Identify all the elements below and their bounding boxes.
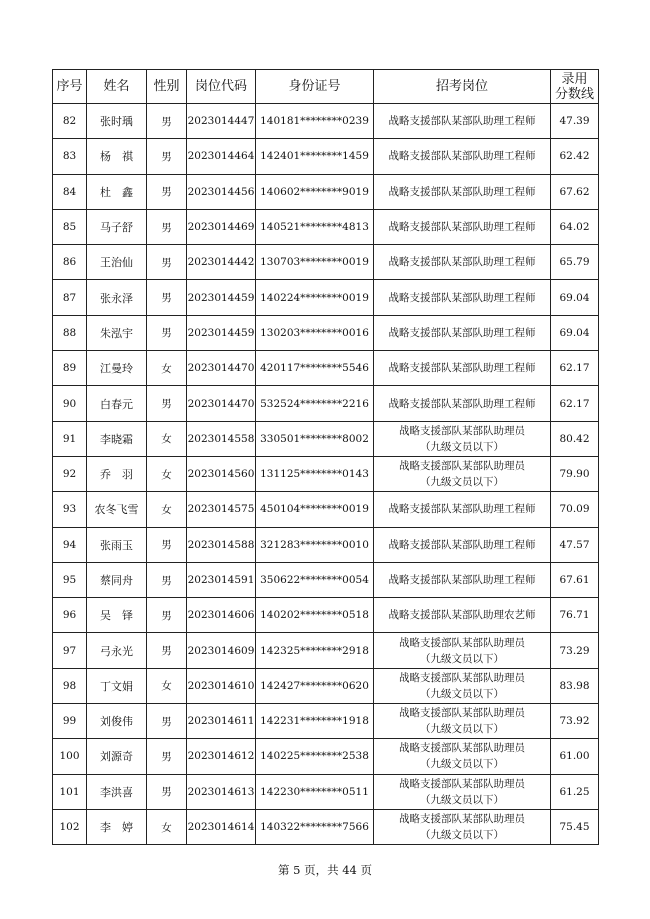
position-line1: 战略支援部队某部队助理农艺师 (388, 609, 536, 622)
table-row (53, 351, 599, 386)
position-line2: （九级文员以下） (420, 476, 504, 489)
cell-score: 73.29 (551, 633, 599, 668)
cell-name: 杨 祺 (87, 139, 147, 174)
position-line2: （九级文员以下） (420, 687, 504, 700)
cell-id-number: 140181********0239 (256, 104, 374, 139)
cell-name: 杜 鑫 (87, 174, 147, 209)
cell-gender: 男 (147, 280, 187, 315)
position-line1: 战略支援部队某部队助理员 (399, 460, 525, 473)
header-gender: 性别 (147, 70, 187, 104)
position-line1: 战略支援部队某部队助理员 (399, 813, 525, 826)
position-line1: 战略支援部队某部队助理工程师 (388, 185, 536, 198)
cell-name: 李 婷 (87, 809, 147, 844)
cell-seq: 87 (53, 280, 87, 315)
cell-post-code: 2023014614 (187, 809, 256, 844)
cell-gender: 男 (147, 315, 187, 350)
cell-name: 刘俊伟 (87, 704, 147, 739)
table-row (53, 492, 599, 527)
cell-id-number: 140521********4813 (256, 209, 374, 244)
cell-seq: 102 (53, 809, 87, 844)
cell-score: 62.17 (551, 351, 599, 386)
cell-id-number: 130203********0016 (256, 315, 374, 350)
position-line1: 战略支援部队某部队助理工程师 (388, 256, 536, 269)
cell-post-code: 2023014611 (187, 704, 256, 739)
position-line1: 战略支援部队某部队助理工程师 (388, 326, 536, 339)
cell-name: 丁文娟 (87, 668, 147, 703)
cell-position (374, 562, 551, 597)
cell-seq: 99 (53, 704, 87, 739)
table-row (53, 739, 599, 774)
position-line2: （九级文员以下） (420, 829, 504, 842)
cell-id-number: 142401********1459 (256, 139, 374, 174)
table-row (53, 668, 599, 703)
table-body (53, 104, 599, 845)
cell-position (374, 739, 551, 774)
cell-id-number: 450104********0019 (256, 492, 374, 527)
position-line2: （九级文员以下） (420, 793, 504, 806)
cell-seq: 101 (53, 774, 87, 809)
cell-post-code: 2023014606 (187, 598, 256, 633)
table-row (53, 209, 599, 244)
table-row (53, 139, 599, 174)
cell-position (374, 104, 551, 139)
cell-name: 吴 铎 (87, 598, 147, 633)
cell-score: 67.62 (551, 174, 599, 209)
cell-score: 62.17 (551, 386, 599, 421)
cell-score: 62.42 (551, 139, 599, 174)
cell-id-number: 142230********0511 (256, 774, 374, 809)
cell-name: 朱泓宇 (87, 315, 147, 350)
cell-seq: 94 (53, 527, 87, 562)
table-row (53, 174, 599, 209)
cell-seq: 82 (53, 104, 87, 139)
cell-post-code: 2023014459 (187, 280, 256, 315)
cell-score: 65.79 (551, 245, 599, 280)
position-line1: 战略支援部队某部队助理员 (399, 707, 525, 720)
table-row (53, 421, 599, 456)
table-row (53, 386, 599, 421)
position-line1: 战略支援部队某部队助理工程师 (388, 291, 536, 304)
position-line2: （九级文员以下） (420, 723, 504, 736)
cell-score: 80.42 (551, 421, 599, 456)
header-post-code: 岗位代码 (187, 70, 256, 104)
cell-gender: 女 (147, 668, 187, 703)
cell-name: 李晓霜 (87, 421, 147, 456)
cell-position (374, 139, 551, 174)
cell-id-number: 140602********9019 (256, 174, 374, 209)
cell-position (374, 668, 551, 703)
cell-name: 白春元 (87, 386, 147, 421)
table-row (53, 633, 599, 668)
cell-name: 蔡同舟 (87, 562, 147, 597)
cell-gender: 男 (147, 598, 187, 633)
header-score-line1: 录用 (561, 71, 588, 87)
table-row (53, 280, 599, 315)
cell-score: 67.61 (551, 562, 599, 597)
cell-seq: 96 (53, 598, 87, 633)
cell-seq: 98 (53, 668, 87, 703)
cell-position (374, 174, 551, 209)
cell-position (374, 633, 551, 668)
cell-gender: 女 (147, 456, 187, 491)
cell-position (374, 245, 551, 280)
cell-seq: 93 (53, 492, 87, 527)
cell-post-code: 2023014613 (187, 774, 256, 809)
position-line1: 战略支援部队某部队助理工程师 (388, 538, 536, 551)
cell-score: 61.00 (551, 739, 599, 774)
cell-name: 刘源奇 (87, 739, 147, 774)
cell-score: 75.45 (551, 809, 599, 844)
position-line1: 战略支援部队某部队助理工程师 (388, 221, 536, 234)
cell-score: 70.09 (551, 492, 599, 527)
cell-gender: 女 (147, 421, 187, 456)
cell-name: 弓永光 (87, 633, 147, 668)
cell-position (374, 492, 551, 527)
header-name: 姓名 (87, 70, 147, 104)
cell-seq: 95 (53, 562, 87, 597)
cell-id-number: 142231********1918 (256, 704, 374, 739)
cell-score: 83.98 (551, 668, 599, 703)
cell-gender: 男 (147, 386, 187, 421)
cell-score: 64.02 (551, 209, 599, 244)
cell-position (374, 527, 551, 562)
cell-name: 李洪喜 (87, 774, 147, 809)
cell-id-number: 131125********0143 (256, 456, 374, 491)
cell-id-number: 140224********0019 (256, 280, 374, 315)
cell-seq: 88 (53, 315, 87, 350)
cell-post-code: 2023014558 (187, 421, 256, 456)
cell-name: 农冬飞雪 (87, 492, 147, 527)
cell-score: 76.71 (551, 598, 599, 633)
results-table (52, 69, 599, 845)
cell-score: 47.57 (551, 527, 599, 562)
cell-seq: 90 (53, 386, 87, 421)
cell-id-number: 420117********5546 (256, 351, 374, 386)
position-line1: 战略支援部队某部队助理员 (399, 742, 525, 755)
table-row (53, 245, 599, 280)
cell-gender: 男 (147, 245, 187, 280)
cell-gender: 男 (147, 174, 187, 209)
cell-position (374, 774, 551, 809)
cell-seq: 85 (53, 209, 87, 244)
position-line2: （九级文员以下） (420, 758, 504, 771)
header-seq: 序号 (53, 70, 87, 104)
cell-score: 61.25 (551, 774, 599, 809)
cell-position (374, 315, 551, 350)
position-line1: 战略支援部队某部队助理员 (399, 777, 525, 790)
cell-seq: 100 (53, 739, 87, 774)
header-row (53, 70, 599, 104)
cell-post-code: 2023014610 (187, 668, 256, 703)
cell-seq: 89 (53, 351, 87, 386)
position-line1: 战略支援部队某部队助理工程师 (388, 150, 536, 163)
cell-id-number: 532524********2216 (256, 386, 374, 421)
position-line2: （九级文员以下） (420, 652, 504, 665)
table-row (53, 527, 599, 562)
cell-gender: 女 (147, 492, 187, 527)
table-row (53, 315, 599, 350)
header-score-line2: 分数线 (554, 86, 594, 102)
cell-seq: 86 (53, 245, 87, 280)
cell-id-number: 142325********2918 (256, 633, 374, 668)
cell-post-code: 2023014459 (187, 315, 256, 350)
cell-post-code: 2023014609 (187, 633, 256, 668)
table-row (53, 104, 599, 139)
position-line1: 战略支援部队某部队助理工程师 (388, 362, 536, 375)
cell-name: 马子舒 (87, 209, 147, 244)
cell-position (374, 809, 551, 844)
position-line1: 战略支援部队某部队助理工程师 (388, 115, 536, 128)
cell-post-code: 2023014588 (187, 527, 256, 562)
cell-gender: 男 (147, 704, 187, 739)
position-line1: 战略支援部队某部队助理工程师 (388, 503, 536, 516)
cell-gender: 男 (147, 774, 187, 809)
table-row (53, 598, 599, 633)
cell-seq: 92 (53, 456, 87, 491)
position-line1: 战略支援部队某部队助理员 (399, 636, 525, 649)
cell-seq: 83 (53, 139, 87, 174)
cell-name: 王治仙 (87, 245, 147, 280)
page-footer: 第 5 页，共 44 页 (277, 863, 373, 877)
cell-gender: 男 (147, 633, 187, 668)
cell-gender: 女 (147, 809, 187, 844)
cell-id-number: 350622********0054 (256, 562, 374, 597)
cell-post-code: 2023014591 (187, 562, 256, 597)
table-row (53, 809, 599, 844)
position-line1: 战略支援部队某部队助理员 (399, 671, 525, 684)
cell-post-code: 2023014469 (187, 209, 256, 244)
cell-score: 47.39 (551, 104, 599, 139)
cell-name: 张永泽 (87, 280, 147, 315)
cell-position (374, 280, 551, 315)
cell-position (374, 386, 551, 421)
header-id-number: 身份证号 (256, 70, 374, 104)
cell-id-number: 140322********7566 (256, 809, 374, 844)
cell-id-number: 330501********8002 (256, 421, 374, 456)
cell-score: 69.04 (551, 315, 599, 350)
cell-name: 张时瑀 (87, 104, 147, 139)
cell-post-code: 2023014442 (187, 245, 256, 280)
table-row (53, 774, 599, 809)
table-row (53, 562, 599, 597)
cell-post-code: 2023014470 (187, 386, 256, 421)
cell-post-code: 2023014470 (187, 351, 256, 386)
header-score (551, 70, 599, 104)
cell-position (374, 421, 551, 456)
cell-position (374, 598, 551, 633)
cell-post-code: 2023014575 (187, 492, 256, 527)
table-row (53, 704, 599, 739)
cell-id-number: 321283********0010 (256, 527, 374, 562)
position-line1: 战略支援部队某部队助理员 (399, 424, 525, 437)
position-line1: 战略支援部队某部队助理工程师 (388, 574, 536, 586)
cell-gender: 男 (147, 527, 187, 562)
cell-position (374, 351, 551, 386)
cell-name: 张雨玉 (87, 527, 147, 562)
cell-position (374, 704, 551, 739)
cell-gender: 男 (147, 739, 187, 774)
cell-score: 69.04 (551, 280, 599, 315)
cell-gender: 女 (147, 351, 187, 386)
cell-id-number: 140225********2538 (256, 739, 374, 774)
cell-post-code: 2023014456 (187, 174, 256, 209)
cell-seq: 97 (53, 633, 87, 668)
cell-name: 乔 羽 (87, 456, 147, 491)
table-row (53, 456, 599, 491)
cell-id-number: 140202********0518 (256, 598, 374, 633)
cell-name: 江曼玲 (87, 351, 147, 386)
cell-position (374, 209, 551, 244)
cell-post-code: 2023014447 (187, 104, 256, 139)
cell-score: 79.90 (551, 456, 599, 491)
cell-post-code: 2023014612 (187, 739, 256, 774)
cell-gender: 男 (147, 139, 187, 174)
cell-seq: 91 (53, 421, 87, 456)
cell-gender: 男 (147, 104, 187, 139)
cell-id-number: 130703********0019 (256, 245, 374, 280)
cell-seq: 84 (53, 174, 87, 209)
cell-post-code: 2023014464 (187, 139, 256, 174)
position-line1: 战略支援部队某部队助理工程师 (388, 397, 536, 410)
position-line2: （九级文员以下） (420, 440, 504, 453)
cell-gender: 男 (147, 562, 187, 597)
cell-post-code: 2023014560 (187, 456, 256, 491)
cell-gender: 男 (147, 209, 187, 244)
header-position: 招考岗位 (374, 70, 551, 104)
cell-score: 73.92 (551, 704, 599, 739)
cell-id-number: 142427********0620 (256, 668, 374, 703)
cell-position (374, 456, 551, 491)
